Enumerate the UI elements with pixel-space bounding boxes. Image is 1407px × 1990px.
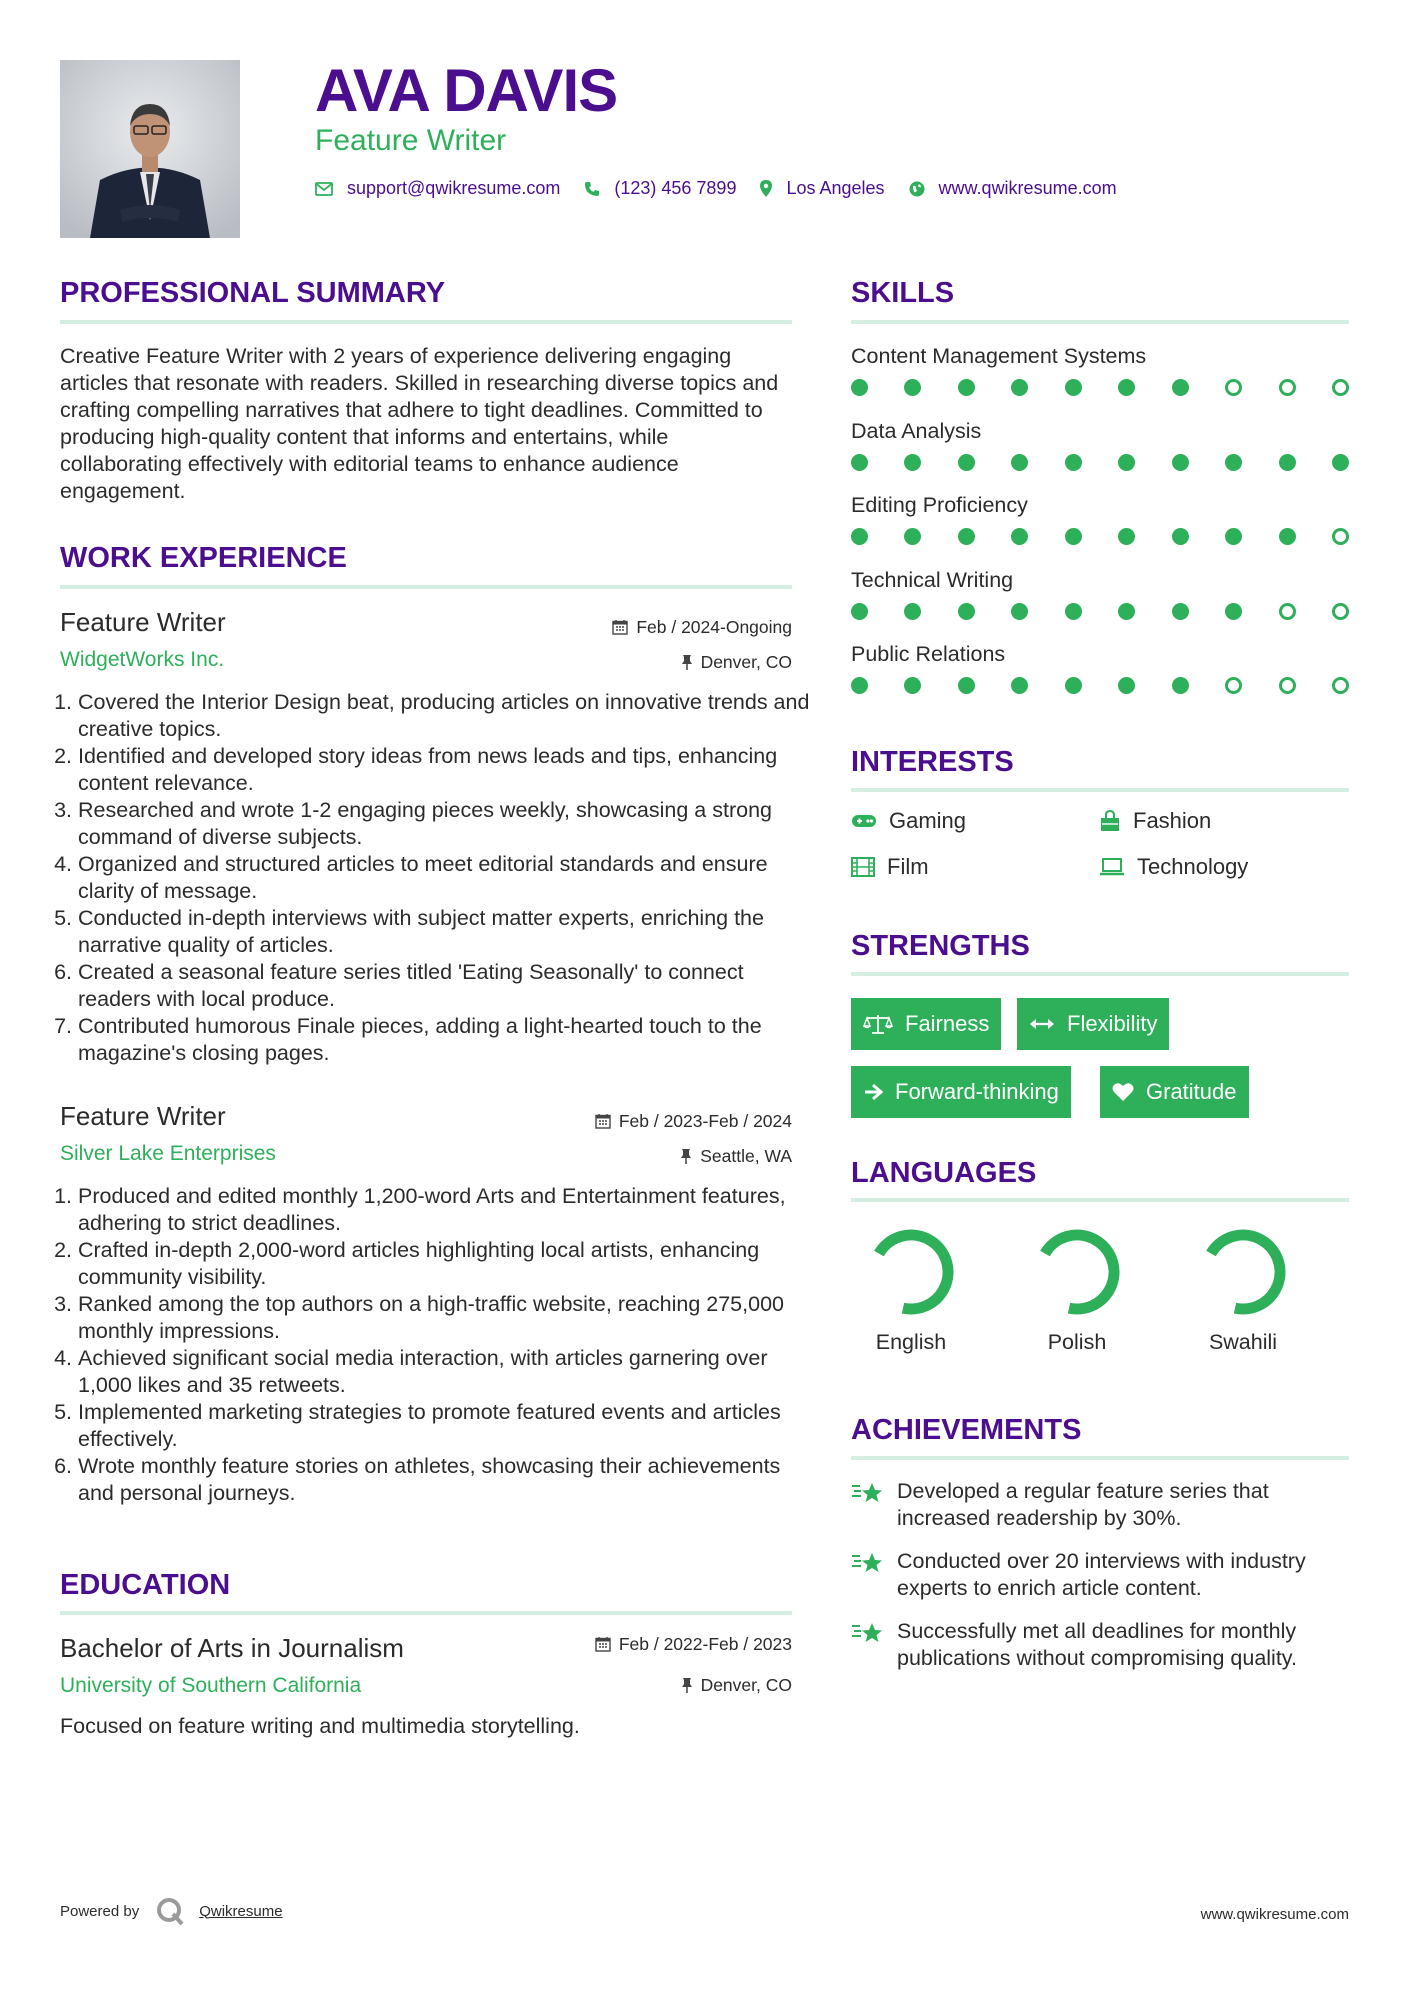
rating-dot-filled: [1225, 528, 1242, 545]
rating-dot-filled: [1172, 528, 1189, 545]
school-name: University of Southern California: [60, 1674, 362, 1697]
rating-dot-filled: [958, 454, 975, 471]
achievement-text: Successfully met all deadlines for monthly publications without compromising quality.: [897, 1619, 1297, 1670]
rating-dot-empty: [1279, 603, 1296, 620]
experience-rule: [60, 585, 792, 589]
pushpin-icon: [680, 1148, 692, 1164]
candidate-title: Feature Writer: [315, 124, 507, 157]
strength-label: Flexibility: [1067, 1011, 1158, 1036]
rating-dot-filled: [1011, 603, 1028, 620]
rating-dot-filled: [958, 379, 975, 396]
arrow-right-icon: [863, 1083, 883, 1101]
job-dates-text: Feb / 2023-Feb / 2024: [618, 1111, 792, 1131]
laptop-icon: [1099, 858, 1125, 876]
phone-icon: [584, 181, 600, 197]
job-location-text: Seattle, WA: [700, 1146, 792, 1166]
achievement-text: Conducted over 20 interviews with industry experts to enrich article content.: [897, 1549, 1306, 1600]
rating-dot-empty: [1279, 379, 1296, 396]
profile-photo: [60, 60, 240, 238]
interest-label: Film: [887, 854, 929, 879]
strength-label: Forward-thinking: [895, 1079, 1059, 1104]
rating-dot-empty: [1225, 677, 1242, 694]
skill-rating: [851, 379, 1349, 396]
rating-dot-empty: [1332, 603, 1349, 620]
job-bullets: [60, 689, 810, 1067]
website-text: www.qwikresume.com: [938, 178, 1117, 198]
rating-dot-filled: [904, 603, 921, 620]
list-item: 1. Produced and edited monthly 1,200-word Arts and Entertainment features, adhering to strict deadlines.: [78, 1183, 810, 1237]
achievements-heading: ACHIEVEMENTS: [851, 1414, 1082, 1446]
shooting-star-icon: [851, 1550, 885, 1576]
job-location: [681, 651, 792, 673]
achievement-item: [851, 1478, 1351, 1532]
powered-by-text: Powered by: [60, 1902, 140, 1920]
strength-label: Fairness: [905, 1011, 990, 1036]
strength-tag: [851, 1066, 1071, 1118]
gamepad-icon: [851, 813, 877, 829]
heart-icon: [1112, 1082, 1134, 1102]
interest-item: [851, 854, 929, 880]
rating-dot-filled: [1279, 528, 1296, 545]
rating-dot-filled: [958, 528, 975, 545]
rating-dot-empty: [1332, 379, 1349, 396]
language-item: [1178, 1226, 1308, 1355]
education-dates-text: Feb / 2022-Feb / 2023: [618, 1634, 792, 1654]
strength-label: Gratitude: [1146, 1079, 1237, 1104]
job-title: Feature Writer: [60, 607, 226, 637]
achievement-item: [851, 1618, 1351, 1672]
rating-dot-empty: [1332, 677, 1349, 694]
skill-rating: [851, 528, 1349, 545]
interest-label: Gaming: [889, 808, 967, 833]
rating-dot-filled: [958, 677, 975, 694]
arrows-horizontal-icon: [1029, 1017, 1055, 1031]
rating-dot-filled: [1011, 677, 1028, 694]
contact-row: [315, 178, 1141, 199]
skill-name: Public Relations: [851, 642, 1006, 666]
rating-dot-filled: [1118, 603, 1135, 620]
job-title: Feature Writer: [60, 1101, 226, 1131]
rating-dot-filled: [1011, 454, 1028, 471]
education-dates: [595, 1633, 792, 1655]
education-location-text: Denver, CO: [700, 1675, 792, 1695]
shooting-star-icon: [851, 1620, 885, 1646]
qwikresume-link[interactable]: Qwikresume: [199, 1902, 283, 1920]
rating-dot-filled: [1118, 454, 1135, 471]
rating-dot-empty: [1225, 379, 1242, 396]
footer-website[interactable]: www.qwikresume.com: [1200, 1906, 1349, 1923]
interest-item: [851, 808, 966, 834]
list-item: 1. Covered the Interior Design beat, producing articles on innovative trends and creative topics.: [78, 689, 810, 743]
interests-rule: [851, 788, 1349, 792]
rating-dot-filled: [851, 454, 868, 471]
list-item: 3. Researched and wrote 1-2 engaging pieces weekly, showcasing a strong command of diverse subjects.: [78, 797, 810, 851]
language-ring-arc: [1031, 1226, 1123, 1318]
rating-dot-filled: [851, 677, 868, 694]
phone-text: (123) 456 7899: [614, 178, 737, 198]
contact-phone[interactable]: [584, 178, 736, 199]
rating-dot-filled: [1011, 379, 1028, 396]
rating-dot-filled: [1118, 528, 1135, 545]
language-ring: [1197, 1226, 1289, 1318]
footer-powered-by: [60, 1896, 283, 1926]
degree-title: Bachelor of Arts in Journalism: [60, 1633, 404, 1663]
summary-heading: PROFESSIONAL SUMMARY: [60, 277, 446, 309]
map-marker-icon: [760, 180, 772, 197]
summary-text: Creative Feature Writer with 2 years of experience delivering engaging articles that resonate with readers. Skilled in researching diverse topics and crafting compelling narratives that adhere to tight deadlines. Committed to producing high-quality content that informs and entertains, while collaborating effectively with editorial teams to enhance audience engagement.: [60, 344, 779, 503]
language-item: [846, 1226, 976, 1355]
rating-dot-filled: [904, 454, 921, 471]
rating-dot-filled: [1279, 454, 1296, 471]
list-item: 5. Implemented marketing strategies to promote featured events and articles effectively.: [78, 1399, 810, 1453]
location-text: Los Angeles: [786, 178, 885, 198]
list-item: 6. Created a seasonal feature series titled 'Eating Seasonally' to connect readers with local produce.: [78, 959, 810, 1013]
language-name: English: [875, 1330, 947, 1354]
rating-dot-filled: [904, 677, 921, 694]
skill-rating: [851, 677, 1349, 694]
interest-label: Technology: [1137, 854, 1249, 879]
rating-dot-filled: [904, 528, 921, 545]
summary-rule: [60, 320, 792, 324]
rating-dot-filled: [1332, 454, 1349, 471]
pushpin-icon: [681, 654, 693, 670]
job-dates: [595, 1110, 792, 1132]
interest-label: Fashion: [1133, 808, 1212, 833]
list-item: 4. Organized and structured articles to meet editorial standards and ensure clarity of message.: [78, 851, 810, 905]
rating-dot-empty: [1332, 528, 1349, 545]
rating-dot-filled: [851, 528, 868, 545]
language-ring: [1031, 1226, 1123, 1318]
job-company: WidgetWorks Inc.: [60, 648, 225, 671]
contact-website[interactable]: [909, 178, 1117, 199]
education-description: Focused on feature writing and multimedia storytelling.: [60, 1714, 580, 1738]
achievements-rule: [851, 1456, 1349, 1460]
languages-heading: LANGUAGES: [851, 1157, 1037, 1189]
rating-dot-filled: [1118, 379, 1135, 396]
job-company: Silver Lake Enterprises: [60, 1142, 276, 1165]
balance-scale-icon: [863, 1013, 893, 1035]
strength-tag: [851, 998, 1001, 1050]
rating-dot-filled: [1065, 677, 1082, 694]
calendar-icon: [612, 619, 628, 635]
job-location-text: Denver, CO: [700, 652, 792, 672]
rating-dot-filled: [1065, 603, 1082, 620]
shopping-bag-icon: [1099, 810, 1121, 832]
language-ring-arc: [865, 1226, 957, 1318]
rating-dot-filled: [1172, 603, 1189, 620]
rating-dot-filled: [1065, 454, 1082, 471]
strength-tag: [1017, 998, 1169, 1050]
list-item: 4. Achieved significant social media interaction, with articles garnering over 1,000 likes and 35 retweets.: [78, 1345, 810, 1399]
list-item: 5. Conducted in-depth interviews with subject matter experts, enriching the narrative quality of articles.: [78, 905, 810, 959]
strength-tag: [1100, 1066, 1249, 1118]
language-name: Polish: [1047, 1330, 1107, 1354]
language-item: [1012, 1226, 1142, 1355]
globe-icon: [909, 181, 925, 197]
rating-dot-filled: [1172, 677, 1189, 694]
calendar-icon: [595, 1113, 611, 1129]
skill-rating: [851, 603, 1349, 620]
list-item: 7. Contributed humorous Finale pieces, adding a light-hearted touch to the magazine's closing pages.: [78, 1013, 810, 1067]
language-ring-arc: [1197, 1226, 1289, 1318]
envelope-icon: [315, 182, 333, 196]
list-item: 6. Wrote monthly feature stories on athletes, showcasing their achievements and personal journeys.: [78, 1453, 810, 1507]
job-dates-text: Feb / 2024-Ongoing: [636, 617, 792, 637]
strengths-heading: STRENGTHS: [851, 930, 1030, 962]
languages-rule: [851, 1198, 1349, 1202]
rating-dot-filled: [1172, 454, 1189, 471]
film-icon: [851, 857, 875, 877]
education-heading: EDUCATION: [60, 1569, 231, 1601]
job-location: [680, 1145, 792, 1167]
language-name: Swahili: [1208, 1330, 1278, 1354]
rating-dot-filled: [851, 603, 868, 620]
list-item: 2. Crafted in-depth 2,000-word articles highlighting local artists, enhancing community visibility.: [78, 1237, 810, 1291]
calendar-icon: [595, 1636, 611, 1652]
candidate-name: AVA DAVIS: [315, 57, 618, 124]
skill-name: Editing Proficiency: [851, 493, 1028, 517]
job-bullets: [60, 1183, 810, 1507]
skill-name: Data Analysis: [851, 418, 982, 443]
education-location: [681, 1674, 792, 1696]
qwikresume-logo-icon: [155, 1896, 185, 1926]
contact-email[interactable]: [315, 178, 560, 199]
skill-name: Content Management Systems: [851, 344, 1147, 368]
rating-dot-filled: [1118, 677, 1135, 694]
job-dates: [612, 616, 792, 638]
skill-rating: [851, 454, 1349, 471]
rating-dot-empty: [1279, 677, 1296, 694]
education-rule: [60, 1611, 792, 1615]
skills-rule: [851, 320, 1349, 324]
experience-heading: WORK EXPERIENCE: [60, 542, 347, 574]
strengths-rule: [851, 972, 1349, 976]
rating-dot-filled: [958, 603, 975, 620]
interest-item: [1099, 808, 1211, 834]
rating-dot-filled: [904, 379, 921, 396]
shooting-star-icon: [851, 1480, 885, 1506]
rating-dot-filled: [1172, 379, 1189, 396]
rating-dot-filled: [1011, 528, 1028, 545]
pushpin-icon: [681, 1677, 693, 1693]
list-item: 3. Ranked among the top authors on a high-traffic website, reaching 275,000 monthly impressions.: [78, 1291, 810, 1345]
rating-dot-filled: [851, 379, 868, 396]
rating-dot-filled: [1225, 454, 1242, 471]
rating-dot-filled: [1225, 603, 1242, 620]
achievement-item: [851, 1548, 1351, 1602]
contact-location: [760, 178, 884, 199]
rating-dot-filled: [1065, 528, 1082, 545]
interests-heading: INTERESTS: [851, 746, 1014, 778]
skill-name: Technical Writing: [851, 567, 1014, 592]
achievement-text: Developed a regular feature series that increased readership by 30%.: [897, 1479, 1269, 1530]
interest-item: [1099, 854, 1248, 880]
list-item: 2. Identified and developed story ideas from news leads and tips, enhancing content relevance.: [78, 743, 810, 797]
skills-heading: SKILLS: [851, 277, 955, 309]
rating-dot-filled: [1065, 379, 1082, 396]
email-text: support@qwikresume.com: [347, 178, 561, 198]
language-ring: [865, 1226, 957, 1318]
